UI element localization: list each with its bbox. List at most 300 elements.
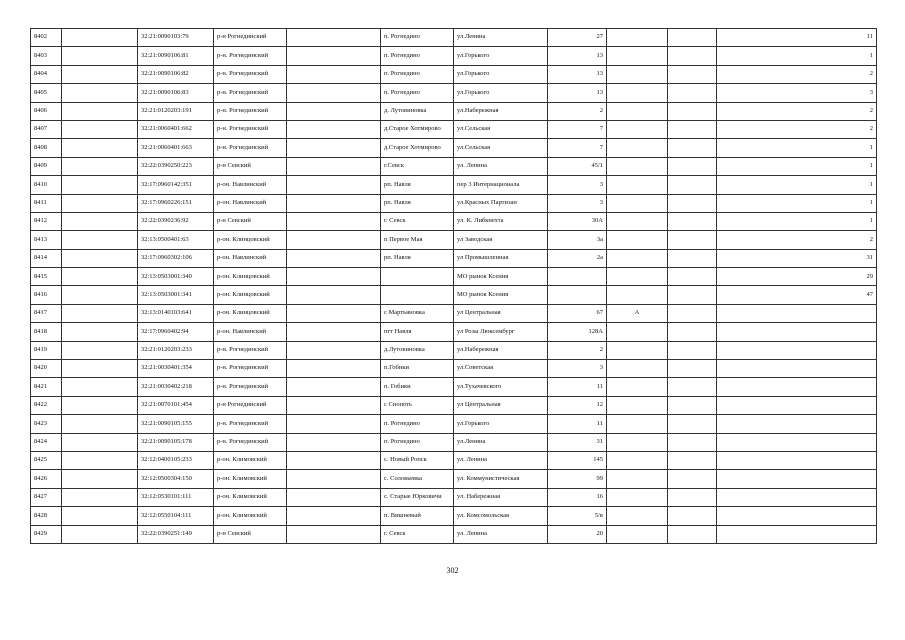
cell-val: 1 <box>717 176 877 194</box>
table-row <box>31 29 877 47</box>
cell-cad: 32:12:0550104:111 <box>138 507 214 525</box>
cell-empty <box>62 249 138 267</box>
cell-empty <box>668 120 717 138</box>
cell-sfx <box>607 157 668 175</box>
cell-place: с Снопоть <box>381 396 454 414</box>
cell-val: 31 <box>717 249 877 267</box>
cell-empty <box>62 84 138 102</box>
cell-place: п Первое Мая <box>381 231 454 249</box>
cell-street: ул. К. Либкнехта <box>454 212 548 230</box>
table-row <box>31 102 877 120</box>
cell-cad: 32:17:0960402:94 <box>138 323 214 341</box>
cell-street: ул.Набережная <box>454 102 548 120</box>
cell-street: ул.Тухачевского <box>454 378 548 396</box>
cell-id: 8407 <box>31 120 62 138</box>
cell-sfx <box>607 176 668 194</box>
cell-empty <box>287 120 381 138</box>
cell-val: 29 <box>717 268 877 286</box>
cell-house: 3 <box>548 194 607 212</box>
cell-street: ул. Набережная <box>454 488 548 506</box>
cell-id: 8405 <box>31 84 62 102</box>
cell-empty <box>668 507 717 525</box>
cell-id: 8412 <box>31 212 62 230</box>
cell-empty <box>287 507 381 525</box>
cell-val <box>717 525 877 543</box>
cell-empty <box>668 378 717 396</box>
cell-street: ул. Комсомольская <box>454 507 548 525</box>
cell-district: р-н. Рогнединский <box>214 360 287 378</box>
table-row <box>31 231 877 249</box>
cell-empty <box>287 84 381 102</box>
cell-cad: 32:17:0960302:106 <box>138 249 214 267</box>
cell-val: 2 <box>717 65 877 83</box>
table-row <box>31 249 877 267</box>
cell-street: ул. Ленина <box>454 525 548 543</box>
cell-place: пгт Навля <box>381 323 454 341</box>
cell-val <box>717 341 877 359</box>
cell-house: 13 <box>548 65 607 83</box>
cell-val <box>717 433 877 451</box>
cell-empty <box>287 378 381 396</box>
cell-street: ул. Коммунистическая <box>454 470 548 488</box>
cell-place: п. Рогнедино <box>381 65 454 83</box>
table-row <box>31 268 877 286</box>
cell-sfx <box>607 470 668 488</box>
cell-id: 8403 <box>31 47 62 65</box>
cell-street: ул Центральная <box>454 396 548 414</box>
cell-empty <box>287 102 381 120</box>
cell-street: ул.Ленина <box>454 433 548 451</box>
cell-place: д.Старое Хотмирово <box>381 120 454 138</box>
cell-empty <box>287 488 381 506</box>
cell-sfx <box>607 29 668 47</box>
cell-id: 8411 <box>31 194 62 212</box>
cell-empty <box>62 120 138 138</box>
cell-place: с. Старые Юрковичи <box>381 488 454 506</box>
cell-empty <box>668 249 717 267</box>
cell-street: пер 3 Интернационала <box>454 176 548 194</box>
cell-sfx <box>607 286 668 304</box>
cell-val <box>717 507 877 525</box>
cell-cad: 32:21:0120203:233 <box>138 341 214 359</box>
cell-cad: 32:21:0090106:81 <box>138 47 214 65</box>
table-row <box>31 212 877 230</box>
cell-street: ул.Ленина <box>454 29 548 47</box>
table-row <box>31 65 877 83</box>
cell-empty <box>668 470 717 488</box>
cell-empty <box>62 194 138 212</box>
cell-val: 1 <box>717 157 877 175</box>
cell-sfx <box>607 378 668 396</box>
cell-id: 8418 <box>31 323 62 341</box>
cell-house: 2 <box>548 341 607 359</box>
cell-sfx <box>607 451 668 469</box>
cell-place: г. Севск <box>381 525 454 543</box>
cell-house: 5/в <box>548 507 607 525</box>
cell-cad: 32:21:0090106:83 <box>138 84 214 102</box>
cell-cad: 32:22:0390250:223 <box>138 157 214 175</box>
cell-sfx <box>607 396 668 414</box>
cell-house <box>548 286 607 304</box>
cell-id: 8425 <box>31 451 62 469</box>
cell-empty <box>62 65 138 83</box>
cell-empty <box>62 415 138 433</box>
cell-cad: 32:12:0400105:233 <box>138 451 214 469</box>
cell-empty <box>62 212 138 230</box>
cell-street: ул. Ленина <box>454 451 548 469</box>
cell-house: 20 <box>548 525 607 543</box>
cell-empty <box>62 304 138 322</box>
cell-place: п. Вишневый <box>381 507 454 525</box>
cell-empty <box>668 65 717 83</box>
cell-district: р-он. Навлинский <box>214 176 287 194</box>
cell-empty <box>668 29 717 47</box>
cell-cad: 32:21:0120203:191 <box>138 102 214 120</box>
cell-empty <box>668 268 717 286</box>
cell-sfx <box>607 268 668 286</box>
cell-empty <box>668 157 717 175</box>
cell-house: 13 <box>548 47 607 65</box>
cell-empty <box>287 470 381 488</box>
table-row <box>31 525 877 543</box>
cell-place: г. Севск <box>381 212 454 230</box>
cell-sfx <box>607 120 668 138</box>
cell-cad: 32:12:0500304:150 <box>138 470 214 488</box>
cell-place: с. Новый Ропск <box>381 451 454 469</box>
cell-district: р-н Рогнединский <box>214 29 287 47</box>
cell-empty <box>287 212 381 230</box>
cell-empty <box>287 525 381 543</box>
cell-place: п. Рогнедино <box>381 47 454 65</box>
cell-id: 8414 <box>31 249 62 267</box>
cell-sfx <box>607 323 668 341</box>
cell-place: д.Лутовиновка <box>381 341 454 359</box>
cell-id: 8410 <box>31 176 62 194</box>
table-row <box>31 323 877 341</box>
cell-empty <box>668 451 717 469</box>
cell-house <box>548 268 607 286</box>
cell-district: р-н Севский <box>214 157 287 175</box>
cell-id: 8404 <box>31 65 62 83</box>
cell-cad: 32:17:0960226:151 <box>138 194 214 212</box>
cell-house: 13 <box>548 84 607 102</box>
cell-empty <box>287 341 381 359</box>
cell-id: 8423 <box>31 415 62 433</box>
cell-empty <box>287 433 381 451</box>
cell-district: р-н. Рогнединский <box>214 84 287 102</box>
cell-val <box>717 360 877 378</box>
cell-house: 3 <box>548 360 607 378</box>
cell-place: п.Гобики <box>381 360 454 378</box>
cell-empty <box>62 176 138 194</box>
cell-district: р-н. Рогнединский <box>214 433 287 451</box>
cell-house: 3а <box>548 231 607 249</box>
cell-empty <box>287 396 381 414</box>
cell-district: р-н. Рогнединский <box>214 120 287 138</box>
cell-place: с Мартьяновка <box>381 304 454 322</box>
cell-id: 8409 <box>31 157 62 175</box>
cell-empty <box>62 433 138 451</box>
cell-id: 8429 <box>31 525 62 543</box>
cell-empty <box>287 47 381 65</box>
cell-district: р-н. Рогнединский <box>214 139 287 157</box>
cell-empty <box>668 139 717 157</box>
property-register-table <box>30 28 877 544</box>
cell-empty <box>62 323 138 341</box>
cell-house: 7 <box>548 139 607 157</box>
cell-empty <box>287 157 381 175</box>
cell-empty <box>668 102 717 120</box>
cell-district: р-н. Рогнединский <box>214 415 287 433</box>
cell-empty <box>668 286 717 304</box>
cell-house: 128А <box>548 323 607 341</box>
cell-sfx <box>607 47 668 65</box>
cell-empty <box>62 47 138 65</box>
cell-district: р-н. Рогнединский <box>214 47 287 65</box>
cell-sfx <box>607 341 668 359</box>
cell-sfx: А <box>607 304 668 322</box>
cell-sfx <box>607 525 668 543</box>
cell-house: 145 <box>548 451 607 469</box>
cell-street: ул.Сельская <box>454 120 548 138</box>
cell-empty <box>287 268 381 286</box>
cell-id: 8413 <box>31 231 62 249</box>
table-row <box>31 396 877 414</box>
cell-district: р-он. Климовский <box>214 507 287 525</box>
cell-empty <box>668 176 717 194</box>
cell-street: ул.Советская <box>454 360 548 378</box>
cell-val: 11 <box>717 29 877 47</box>
cell-id: 8416 <box>31 286 62 304</box>
cell-district: р-он. Навлинский <box>214 249 287 267</box>
cell-empty <box>287 176 381 194</box>
cell-sfx <box>607 102 668 120</box>
table-row <box>31 415 877 433</box>
cell-street: ул.Горького <box>454 84 548 102</box>
cell-id: 8426 <box>31 470 62 488</box>
cell-district: р-н. Рогнединский <box>214 378 287 396</box>
cell-empty <box>62 139 138 157</box>
cell-district: р-н Севский <box>214 212 287 230</box>
table-row <box>31 507 877 525</box>
cell-street: ул.Горького <box>454 65 548 83</box>
cell-house: 99 <box>548 470 607 488</box>
cell-cad: 32:13:0500401:63 <box>138 231 214 249</box>
table-row <box>31 157 877 175</box>
cell-empty <box>668 304 717 322</box>
cell-empty <box>668 323 717 341</box>
cell-place: рп. Навля <box>381 176 454 194</box>
cell-val: 2 <box>717 120 877 138</box>
cell-cad: 32:21:0090105:178 <box>138 433 214 451</box>
table-row <box>31 451 877 469</box>
cell-id: 8417 <box>31 304 62 322</box>
cell-cad: 32:13:0503001:340 <box>138 268 214 286</box>
table-body <box>31 29 877 544</box>
cell-house: 45/1 <box>548 157 607 175</box>
cell-cad: 32:21:0030402:218 <box>138 378 214 396</box>
cell-district: р-н Севский <box>214 525 287 543</box>
cell-id: 8427 <box>31 488 62 506</box>
cell-cad: 32:13:0503001:341 <box>138 286 214 304</box>
cell-val: 2 <box>717 231 877 249</box>
cell-cad: 32:21:0030401:354 <box>138 360 214 378</box>
cell-empty <box>62 286 138 304</box>
cell-empty <box>668 47 717 65</box>
cell-empty <box>287 139 381 157</box>
cell-sfx <box>607 360 668 378</box>
cell-place: рп. Навля <box>381 194 454 212</box>
cell-sfx <box>607 212 668 230</box>
cell-empty <box>287 451 381 469</box>
cell-empty <box>62 360 138 378</box>
cell-sfx <box>607 415 668 433</box>
cell-cad: 32:21:0060401:662 <box>138 120 214 138</box>
cell-sfx <box>607 139 668 157</box>
table-row <box>31 176 877 194</box>
table-row <box>31 433 877 451</box>
cell-empty <box>62 470 138 488</box>
cell-val: 3 <box>717 84 877 102</box>
cell-empty <box>287 65 381 83</box>
cell-empty <box>668 488 717 506</box>
cell-cad: 32:22:0390236:92 <box>138 212 214 230</box>
cell-val <box>717 488 877 506</box>
cell-val <box>717 470 877 488</box>
cell-street: ул.Красных Партизан <box>454 194 548 212</box>
cell-empty <box>62 231 138 249</box>
cell-id: 8421 <box>31 378 62 396</box>
page-number: 302 <box>446 566 459 575</box>
cell-cad: 32:21:0070101:454 <box>138 396 214 414</box>
cell-empty <box>668 525 717 543</box>
cell-id: 8415 <box>31 268 62 286</box>
cell-house: 3 <box>548 176 607 194</box>
cell-id: 8422 <box>31 396 62 414</box>
table-row <box>31 488 877 506</box>
table-row <box>31 139 877 157</box>
cell-id: 8420 <box>31 360 62 378</box>
cell-house: 27 <box>548 29 607 47</box>
cell-empty <box>668 396 717 414</box>
cell-val <box>717 415 877 433</box>
cell-empty <box>62 488 138 506</box>
cell-place <box>381 286 454 304</box>
cell-val: 1 <box>717 139 877 157</box>
cell-cad: 32:17:0960142:351 <box>138 176 214 194</box>
cell-id: 8406 <box>31 102 62 120</box>
cell-val: 1 <box>717 194 877 212</box>
cell-empty <box>287 249 381 267</box>
cell-place: п. Гобики <box>381 378 454 396</box>
cell-val <box>717 378 877 396</box>
cell-empty <box>668 360 717 378</box>
cell-empty <box>668 212 717 230</box>
cell-house: 7 <box>548 120 607 138</box>
cell-district: р-он. Навлинский <box>214 194 287 212</box>
cell-district: р-н. Рогнединский <box>214 341 287 359</box>
cell-id: 8419 <box>31 341 62 359</box>
cell-sfx <box>607 84 668 102</box>
cell-place: п. Рогнедино <box>381 433 454 451</box>
table-row <box>31 470 877 488</box>
cell-empty <box>62 157 138 175</box>
cell-val <box>717 451 877 469</box>
cell-district: р-он. Климовский <box>214 451 287 469</box>
cell-sfx <box>607 231 668 249</box>
cell-empty <box>287 194 381 212</box>
cell-house: 11 <box>548 415 607 433</box>
cell-val <box>717 396 877 414</box>
table-row <box>31 286 877 304</box>
cell-cad: 32:12:0530101:111 <box>138 488 214 506</box>
cell-cad: 32:21:0090105:155 <box>138 415 214 433</box>
table-row <box>31 304 877 322</box>
table-row <box>31 120 877 138</box>
cell-val <box>717 323 877 341</box>
cell-district: р-н Рогнединский <box>214 396 287 414</box>
cell-val: 1 <box>717 47 877 65</box>
cell-empty <box>287 360 381 378</box>
cell-empty <box>62 396 138 414</box>
cell-val: 1 <box>717 212 877 230</box>
cell-street: ул Заводская <box>454 231 548 249</box>
cell-sfx <box>607 65 668 83</box>
cell-district: р-он. Клинцовский <box>214 286 287 304</box>
cell-empty <box>62 525 138 543</box>
cell-empty <box>62 268 138 286</box>
cell-house: 30А <box>548 212 607 230</box>
cell-district: р-н. Рогнединский <box>214 102 287 120</box>
cell-id: 8402 <box>31 29 62 47</box>
cell-place: п. Рогнедино <box>381 29 454 47</box>
cell-place: п. Рогнедино <box>381 84 454 102</box>
cell-district: р-он. Климовский <box>214 470 287 488</box>
table-row <box>31 341 877 359</box>
cell-empty <box>668 84 717 102</box>
cell-place: п. Рогнедино <box>381 415 454 433</box>
table-row <box>31 360 877 378</box>
cell-empty <box>668 231 717 249</box>
cell-house: 16 <box>548 488 607 506</box>
cell-street: ул Центральная <box>454 304 548 322</box>
cell-val: 2 <box>717 102 877 120</box>
cell-street: МО рынок Ксения <box>454 286 548 304</box>
cell-sfx <box>607 194 668 212</box>
cell-id: 8408 <box>31 139 62 157</box>
cell-place: г.Севск <box>381 157 454 175</box>
cell-empty <box>287 415 381 433</box>
cell-cad: 32:21:0090103:79 <box>138 29 214 47</box>
cell-house: 12 <box>548 396 607 414</box>
cell-street: МО рынок Ксения <box>454 268 548 286</box>
cell-place: рп. Навля <box>381 249 454 267</box>
cell-street: ул.Сельская <box>454 139 548 157</box>
cell-empty <box>62 451 138 469</box>
cell-cad: 32:22:0390251:149 <box>138 525 214 543</box>
cell-empty <box>668 433 717 451</box>
cell-sfx <box>607 488 668 506</box>
cell-house: 67 <box>548 304 607 322</box>
cell-house: 2 <box>548 102 607 120</box>
cell-place: д.Старое Хотмирово <box>381 139 454 157</box>
cell-id: 8428 <box>31 507 62 525</box>
cell-empty <box>668 341 717 359</box>
cell-place: с. Соловьевка <box>381 470 454 488</box>
cell-sfx <box>607 433 668 451</box>
table-row <box>31 84 877 102</box>
cell-empty <box>668 415 717 433</box>
